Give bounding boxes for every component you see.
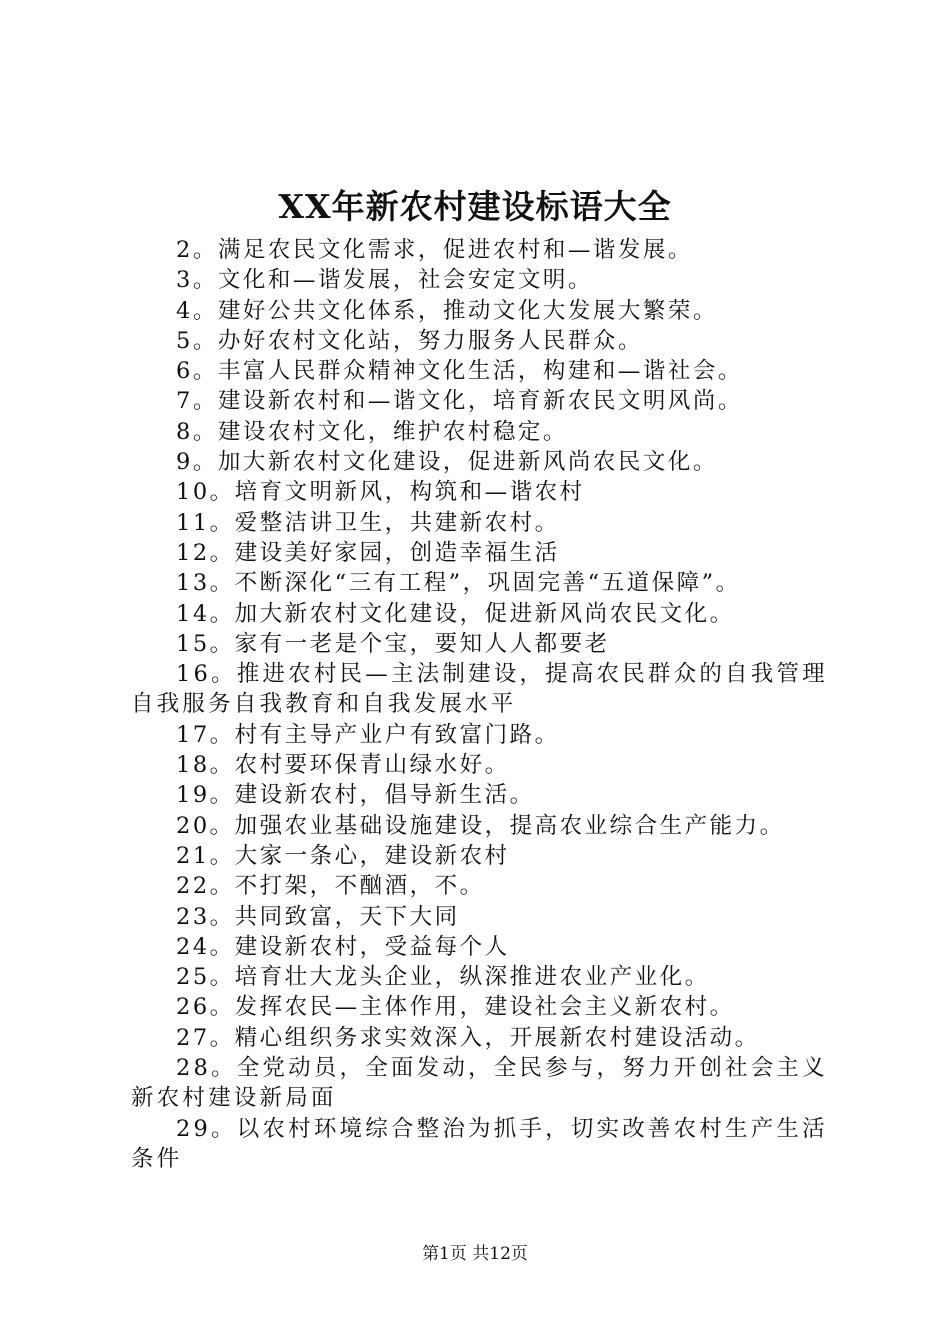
slogan-item: 8。建设农村文化，维护农村稳定。	[176, 418, 568, 445]
slogan-item: 29。以农村环境综合整治为抓手，切实改善农村生产生活条件	[131, 1115, 828, 1172]
slogan-list	[131, 235, 836, 1174]
slogan-item: 15。家有一老是个宝，要知人人都要老	[176, 630, 610, 657]
document-title: XX年新农村建设标语大全	[278, 187, 672, 226]
slogan-item: 11。爱整洁讲卫生，共建新农村。	[176, 509, 560, 536]
slogan-item: 13。不断深化“三有工程”，巩固完善“五道保障”。	[176, 570, 741, 597]
page-number: 第1页 共12页	[422, 1244, 528, 1264]
slogan-item: 3。文化和—谐发展，社会安定文明。	[176, 267, 593, 294]
slogan-item: 18。农村要环保青山绿水好。	[176, 752, 510, 779]
slogan-item: 6。丰富人民群众精神文化生活，构建和—谐社会。	[176, 358, 743, 385]
slogan-item: 14。加大新农村文化建设，促进新风尚农民文化。	[176, 600, 735, 627]
slogan-item: 9。加大新农村文化建设，促进新风尚农民文化。	[176, 449, 718, 476]
slogan-item: 7。建设新农村和—谐文化，培育新农民文明风尚。	[176, 388, 743, 415]
slogan-item: 26。发挥农民—主体作用，建设社会主义新农村。	[176, 994, 735, 1021]
slogan-item: 4。建好公共文化体系，推动文化大发展大繁荣。	[176, 297, 718, 324]
slogan-item: 20。加强农业基础设施建设，提高农业综合生产能力。	[176, 812, 785, 839]
slogan-item: 28。全党动员，全面发动，全民参与，努力开创社会主义新农村建设新局面	[131, 1055, 828, 1112]
slogan-item: 22。不打架，不酗酒，不。	[176, 873, 485, 900]
slogan-item: 12。建设美好家园，创造幸福生活	[176, 539, 560, 566]
slogan-item: 27。精心组织务求实效深入，开展新农村建设活动。	[176, 1024, 760, 1051]
slogan-item: 2。满足农民文化需求，促进农村和—谐发展。	[176, 237, 693, 263]
slogan-item: 23。共同致富，天下大同	[176, 903, 460, 930]
slogan-item: 5。办好农村文化站，努力服务人民群众。	[176, 327, 643, 354]
slogan-item: 19。建设新农村，倡导新生活。	[176, 782, 535, 809]
slogan-item: 25。培育壮大龙头企业，纵深推进农业产业化。	[176, 964, 710, 991]
slogan-item: 10。培育文明新风，构筑和—谐农村	[176, 479, 585, 506]
slogan-item: 24。建设新农村，受益每个人	[176, 933, 510, 960]
slogan-item: 21。大家一条心，建设新农村	[176, 842, 510, 869]
slogan-item: 16。推进农村民—主法制建设，提高农民群众的自我管理自我服务自我教育和自我发展水平	[131, 661, 828, 718]
slogan-item: 17。村有主导产业户有致富门路。	[176, 721, 560, 748]
